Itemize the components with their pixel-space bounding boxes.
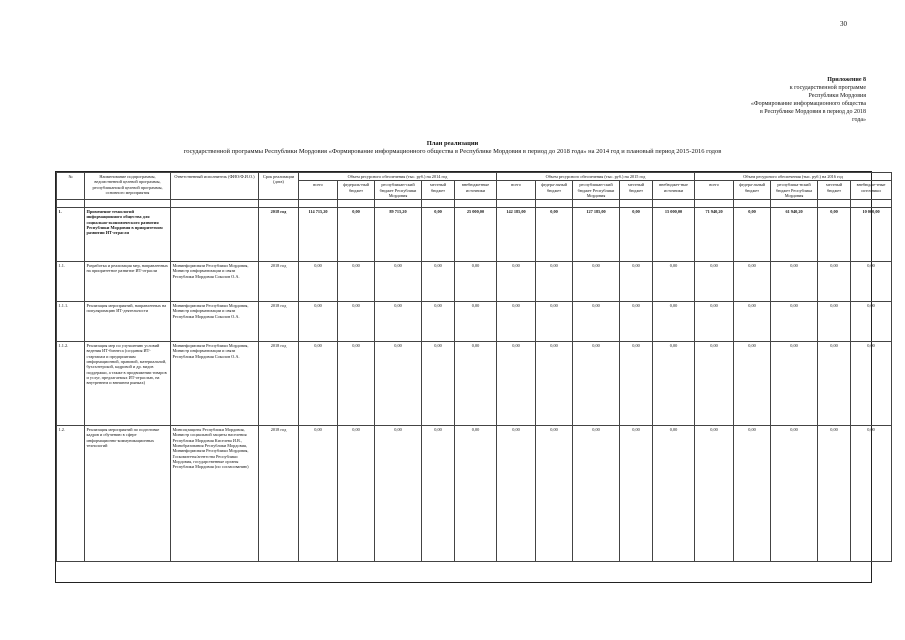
cell-value: 0,00 — [536, 262, 573, 302]
row-name: Реализация мероприятий по подготовке кадров и обучению в сфере информационно-коммуникационных технологий — [85, 426, 171, 562]
row-number: 1. — [57, 208, 85, 262]
cell-value: 0,00 — [734, 208, 771, 262]
cell-value: 0,00 — [422, 262, 455, 302]
cell-value: 89 715,20 — [375, 208, 422, 262]
cell-value: 0,00 — [422, 426, 455, 562]
cell-value: 0,00 — [422, 208, 455, 262]
row-name: Реализация мер по улучшению условий ведения ИТ-бизнеса (создания ИТ-стартапам и предприятиям информационной, правовой, материальной, бухгалтерской, кадровой и др. видов поддержки, а также в продвижении товаров и услуг, предлагаемых ИТ-отраслью, на внутреннем и внешнем рынках) — [85, 342, 171, 426]
col-header-extrabudget: внебюджетные источники — [455, 181, 497, 200]
col-header-total: всего — [695, 181, 734, 200]
cell-value: 0,00 — [818, 302, 851, 342]
cell-value: 0,00 — [653, 426, 695, 562]
cell-value: 0,00 — [375, 342, 422, 426]
cell-value: 127 185,00 — [573, 208, 620, 262]
row-term: 2018 год — [259, 426, 299, 562]
table-row — [57, 208, 892, 262]
table-row — [57, 426, 892, 562]
col-header-total: всего — [299, 181, 338, 200]
cell-value: 0,00 — [536, 208, 573, 262]
cell-value: 0,00 — [734, 302, 771, 342]
col-header-executor: Ответственный исполнитель (ФИО/Ф.И.О.) — [171, 173, 259, 200]
cell-value: 0,00 — [818, 208, 851, 262]
col-header-federal: федераль-ный бюджет — [338, 181, 375, 200]
plan-table — [56, 172, 892, 562]
cell-value: 0,00 — [455, 342, 497, 426]
plan-table-frame — [55, 171, 886, 583]
cell-value: 0,00 — [338, 262, 375, 302]
col-header-federal: федера-льный бюджет — [734, 181, 771, 200]
col-header-no: № — [57, 173, 85, 200]
table-row — [57, 262, 892, 302]
col-group-2016: Объем ресурсного обеспечения (тыс. руб.) на 2016 год — [695, 173, 892, 181]
col-header-federal: федера-льный бюджет — [536, 181, 573, 200]
cell-value: 0,00 — [771, 342, 818, 426]
cell-value: 0,00 — [818, 426, 851, 562]
cell-value: 0,00 — [455, 262, 497, 302]
cell-value: 61 940,20 — [771, 208, 818, 262]
cell-value: 0,00 — [536, 342, 573, 426]
cell-value: 0,00 — [497, 426, 536, 562]
cell-value: 0,00 — [851, 342, 892, 426]
cell-value: 0,00 — [455, 426, 497, 562]
cell-value: 0,00 — [620, 208, 653, 262]
row-executor — [171, 208, 259, 262]
cell-value: 114 715,20 — [299, 208, 338, 262]
col-header-republic: республикан-ский бюджет Республики Мордовия — [375, 181, 422, 200]
col-header-extrabudget: внебюджет-ные источники — [653, 181, 695, 200]
cell-value: 0,00 — [771, 426, 818, 562]
table-row — [57, 302, 892, 342]
cell-value: 0,00 — [620, 302, 653, 342]
row-number: 1.1.1. — [57, 302, 85, 342]
cell-value: 0,00 — [653, 302, 695, 342]
col-header-name: Наименование подпрограммы, ведомственной целевой программы, республиканской целевой программы, основного мероприятия — [85, 173, 171, 200]
cell-value: 0,00 — [734, 262, 771, 302]
cell-value: 15 000,00 — [653, 208, 695, 262]
cell-value: 0,00 — [818, 342, 851, 426]
col-group-2014: Объем ресурсного обеспечения (тыс. руб.) на 2014 год — [299, 173, 497, 181]
row-term: 2018 год — [259, 342, 299, 426]
row-number: 1.1. — [57, 262, 85, 302]
cell-value: 0,00 — [299, 426, 338, 562]
table-header-row — [57, 173, 892, 181]
cell-value: 0,00 — [851, 262, 892, 302]
cell-value: 0,00 — [299, 342, 338, 426]
cell-value: 0,00 — [299, 262, 338, 302]
cell-value: 0,00 — [375, 262, 422, 302]
row-executor: Мининформсвязи Республики Мордовия, Министр информатизации и связи Республики Мордовия Соколов О.А. — [171, 342, 259, 426]
cell-value: 0,00 — [573, 342, 620, 426]
col-header-extrabudget: внебюдже-тные источники — [851, 181, 892, 200]
cell-value: 0,00 — [620, 342, 653, 426]
cell-value: 0,00 — [771, 262, 818, 302]
row-name: Применение технологий информационного общества для социально-экономического развития Республики Мордовия в приоритетном развитии ИТ-отрасли — [85, 208, 171, 262]
col-header-local: местный бюджет — [620, 181, 653, 200]
cell-value: 0,00 — [497, 262, 536, 302]
appendix-title: Приложение 8 — [827, 77, 866, 83]
cell-value: 71 940,20 — [695, 208, 734, 262]
appendix-line: «Формирование информационного общества — [750, 101, 866, 107]
table-spacer-row — [57, 200, 892, 208]
col-header-republic: республикан-ский бюджет Республики Мордовия — [573, 181, 620, 200]
page-number: 30 — [840, 20, 847, 28]
plan-title: План реализации — [426, 140, 479, 147]
cell-value: 0,00 — [299, 302, 338, 342]
appendix-line: в Республике Мордовия в период до 2018 — [759, 109, 866, 115]
cell-value: 0,00 — [338, 426, 375, 562]
row-number: 1.2. — [57, 426, 85, 562]
cell-value: 10 000,00 — [851, 208, 892, 262]
cell-value: 0,00 — [818, 262, 851, 302]
cell-value: 0,00 — [653, 262, 695, 302]
cell-value: 0,00 — [851, 302, 892, 342]
cell-value: 0,00 — [695, 342, 734, 426]
plan-subtitle: государственной программы Республики Мордовия «Формирование информационного общества в Республике Мордовия в период до 2018 года» на 2014 год и плановый период 2015-2016 годов — [183, 148, 722, 155]
cell-value: 0,00 — [851, 426, 892, 562]
cell-value: 0,00 — [573, 426, 620, 562]
cell-value: 0,00 — [620, 426, 653, 562]
cell-value: 0,00 — [375, 302, 422, 342]
row-executor: Минсоцзащиты Республики Мордовия, Министр социальной защиты населения Республики Мордовия Киселева И.В., Минобразования Республики Мордовия, Мининформсвязи Республики Мордовия, Госкомитеты/агентства Республики Мордовия, государственные органы Республики Мордовия (по согласованию) — [171, 426, 259, 562]
row-executor: Мининформсвязи Республики Мордовия, Министр информатизации и связи Республики Мордовия Соколов О.А. — [171, 302, 259, 342]
cell-value: 0,00 — [734, 342, 771, 426]
cell-value: 0,00 — [771, 302, 818, 342]
row-term: 2018 год — [259, 208, 299, 262]
cell-value: 0,00 — [455, 302, 497, 342]
cell-value: 0,00 — [573, 262, 620, 302]
cell-value: 0,00 — [620, 262, 653, 302]
cell-value: 0,00 — [695, 426, 734, 562]
appendix-block — [700, 76, 866, 124]
cell-value: 0,00 — [573, 302, 620, 342]
cell-value: 0,00 — [338, 302, 375, 342]
cell-value: 0,00 — [695, 262, 734, 302]
cell-value: 0,00 — [338, 342, 375, 426]
col-header-republic: республика-нский бюджет Республика Мордовия — [771, 181, 818, 200]
col-header-local: местный бюджет — [818, 181, 851, 200]
appendix-line: года» — [852, 117, 866, 123]
cell-value: 142 185,00 — [497, 208, 536, 262]
col-header-term: Срок реализации (дата) — [259, 173, 299, 200]
col-header-total: всего — [497, 181, 536, 200]
row-name: Реализация мероприятий, направленных на популяризацию ИТ-деятельности — [85, 302, 171, 342]
col-group-2015: Объем ресурсного обеспечения (тыс. руб.) на 2015 год — [497, 173, 695, 181]
cell-value: 0,00 — [338, 208, 375, 262]
cell-value: 0,00 — [695, 302, 734, 342]
appendix-line: к государственной программе — [789, 85, 866, 91]
row-number: 1.1.2. — [57, 342, 85, 426]
cell-value: 0,00 — [536, 302, 573, 342]
table-row — [57, 342, 892, 426]
cell-value: 25 000,00 — [455, 208, 497, 262]
cell-value: 0,00 — [422, 302, 455, 342]
row-term: 2018 год — [259, 302, 299, 342]
cell-value: 0,00 — [497, 342, 536, 426]
cell-value: 0,00 — [422, 342, 455, 426]
col-header-local: местный бюджет — [422, 181, 455, 200]
cell-value: 0,00 — [375, 426, 422, 562]
cell-value: 0,00 — [536, 426, 573, 562]
appendix-line: Республики Мордовия — [808, 93, 866, 99]
row-executor: Мининформсвязи Республики Мордовия, Министр информатизации и связи Республики Мордовия Соколов О.А. — [171, 262, 259, 302]
row-name: Разработка и реализация мер, направленных на приоритетное развитие ИТ-отрасли — [85, 262, 171, 302]
cell-value: 0,00 — [497, 302, 536, 342]
cell-value: 0,00 — [734, 426, 771, 562]
row-term: 2018 год — [259, 262, 299, 302]
cell-value: 0,00 — [653, 342, 695, 426]
